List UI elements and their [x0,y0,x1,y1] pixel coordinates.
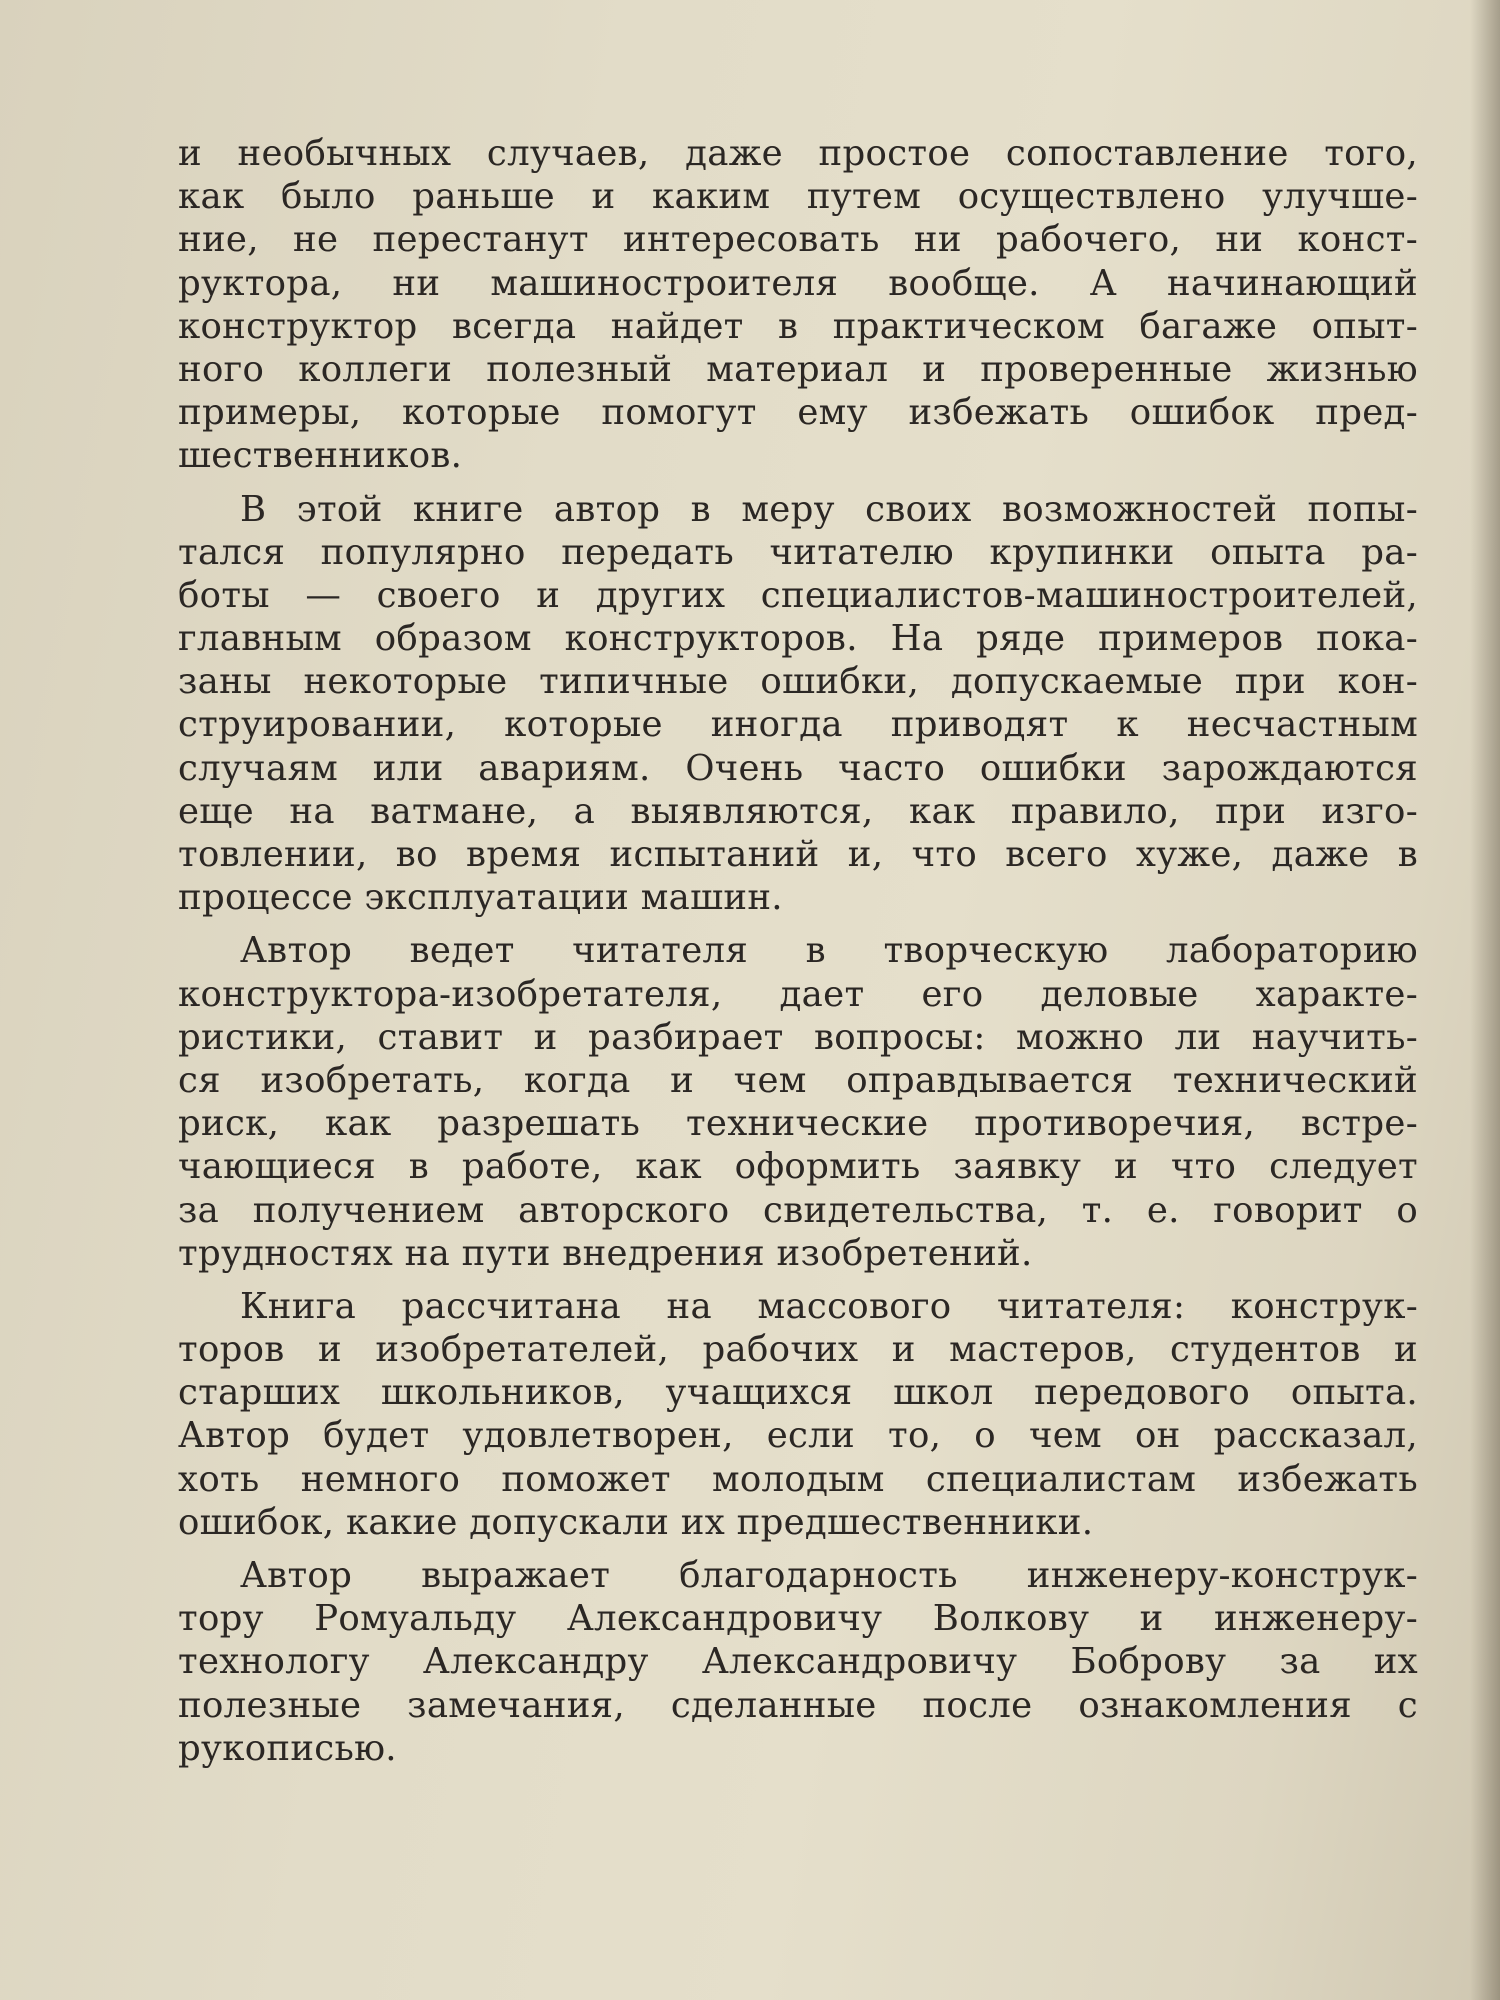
text-line: конструктор всегда найдет в практическом багаже опыт- [178,305,1418,347]
text-line: ного коллеги полезный материал и проверенные жизнью [178,348,1418,390]
text-line: рукописью. [178,1727,397,1769]
text-line: боты — своего и других специалистов-машиностроителей, [178,574,1418,616]
text-line: торов и изобретателей, рабочих и мастеров, студентов и [178,1329,1418,1371]
page-text [178,132,1418,1780]
text-line: технологу Александру Александровичу Боброву за их [178,1641,1418,1683]
text-line: заны некоторые типичные ошибки, допускаемые при кон- [178,661,1418,703]
text-line: руктора, ни машиностроителя вообще. А начинающий [178,262,1418,304]
text-line: случаям или авариям. Очень часто ошибки зарождаются [178,747,1418,789]
text-line: В этой книге автор в меру своих возможностей попы- [240,488,1418,530]
text-line: еще на ватмане, а выявляются, как правило, при изго- [178,790,1418,832]
text-line: Автор ведет читателя в творческую лабораторию [240,930,1418,972]
text-line: Автор выражает благодарность инженеру-конструк- [240,1555,1418,1596]
paragraph-4 [178,1285,1418,1544]
text-line: за получением авторского свидетельства, т. е. говорит о [178,1189,1418,1231]
text-line: Автор будет удовлетворен, если то, о чем он рассказал, [178,1415,1418,1457]
text-line: ошибок, какие допускали их предшественники. [178,1501,1094,1543]
text-line: трудностях на пути внедрения изобретений. [178,1232,1033,1274]
text-line: полезные замечания, сделанные после ознакомления с [178,1684,1418,1726]
text-line: конструктора-изобретателя, дает его деловые характе- [178,973,1418,1015]
text-line: шественников. [178,435,463,477]
text-line: процессе эксплуатации машин. [178,877,783,919]
paragraph-5 [178,1554,1418,1770]
page-edge-shadow [1470,0,1500,2000]
text-line: товлении, во время испытаний и, что всего хуже, даже в [178,834,1418,875]
text-line: Книга рассчитана на массового читателя: конструк- [240,1285,1418,1327]
paragraph-1 [178,132,1418,478]
text-line: тору Ромуальду Александровичу Волкову и инженеру- [178,1598,1418,1640]
paragraph-2 [178,488,1418,920]
text-line: тался популярно передать читателю крупинки опыта ра- [178,531,1418,573]
text-line: струировании, которые иногда приводят к несчастным [178,704,1418,746]
text-line: как было раньше и каким путем осуществлено улучше- [178,176,1418,218]
text-line: ристики, ставит и разбирает вопросы: можно ли научить- [178,1016,1418,1058]
text-line: главным образом конструкторов. На ряде примеров пока- [178,618,1418,660]
text-line: ние, не перестанут интересовать ни рабочего, ни конст- [178,219,1418,261]
text-line: хоть немного поможет молодым специалистам избежать [178,1458,1418,1500]
text-line: ся изобретать, когда и чем оправдывается технический [178,1059,1418,1101]
text-line: чающиеся в работе, как оформить заявку и что следует [178,1146,1418,1188]
text-line: риск, как разрешать технические противоречия, встре- [178,1103,1418,1145]
paragraph-3 [178,929,1418,1275]
text-line: старших школьников, учащихся школ передового опыта. [178,1372,1418,1414]
text-line: примеры, которые помогут ему избежать ошибок пред- [178,392,1418,434]
text-line: и необычных случаев, даже простое сопоставление того, [178,133,1418,174]
